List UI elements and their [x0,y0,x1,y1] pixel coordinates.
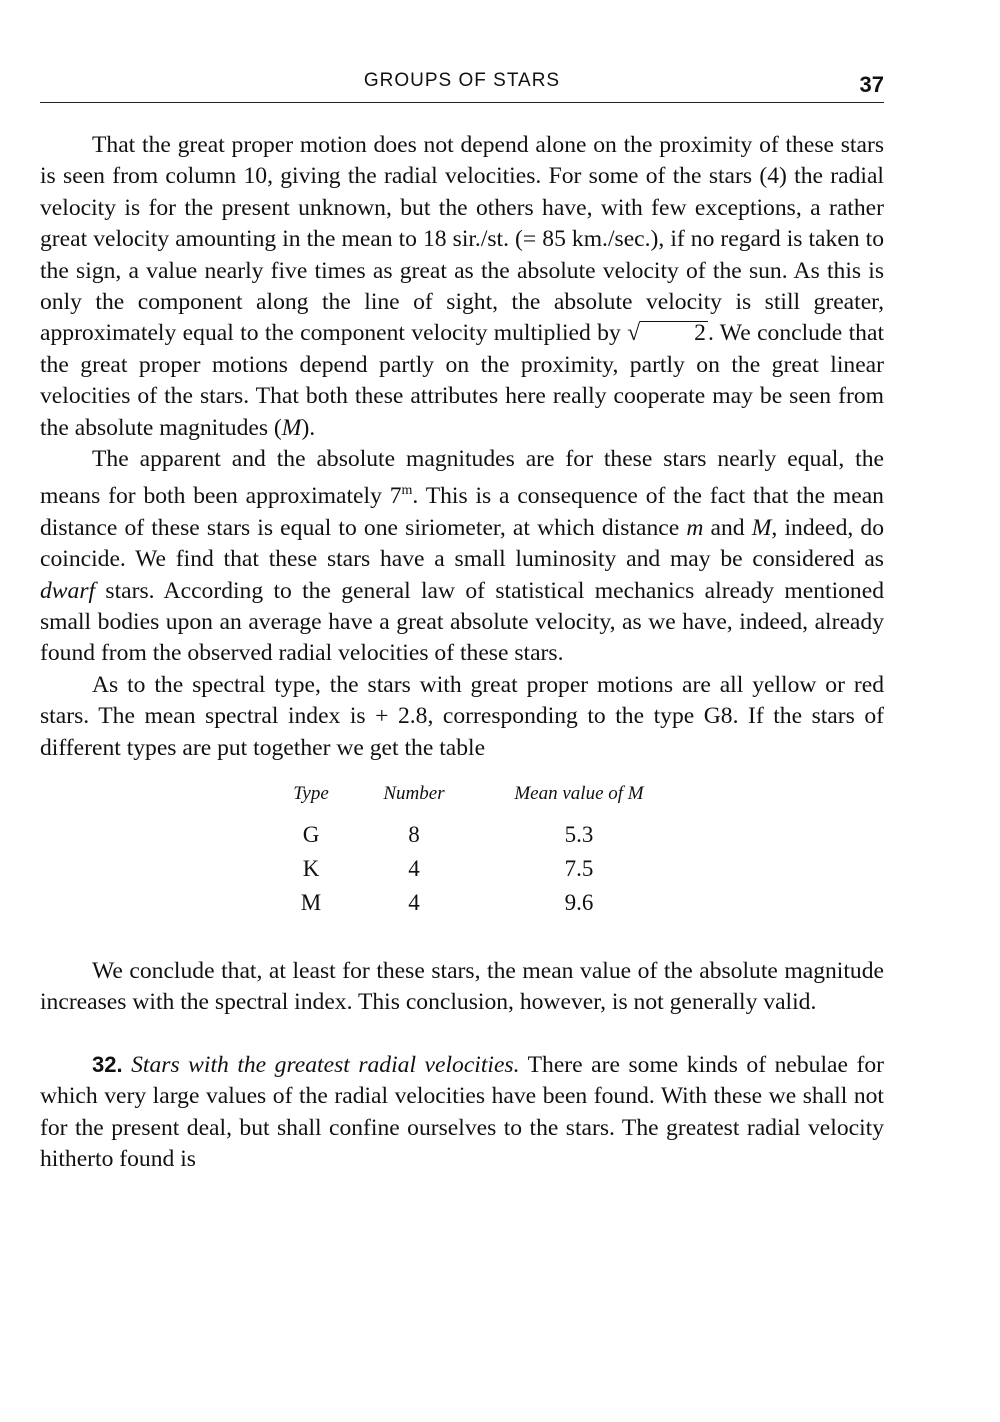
table-cell-number: 4 [408,889,420,915]
symbol-apparent-magnitude: m [686,514,704,541]
table-header-number: Number [383,782,445,804]
table-cell-type: K [302,855,320,881]
paragraph-1-text-a: That the great proper motion does not depend alone on the proximity of these stars is seen from column 10, giving the radial velocities. For some of the stars (4) the radial velocity is for the present unknown, but the others have, with few exceptions, a rather great velocity amounting in the mean to 18 sir./st. (= 85 km./sec.), if no regard is taken to the sign, a value nearly five times as great as the absolute velocity of the sun. As this is only the component along the line of sight, the absolute velocity is still greater, approximately equal to the component velocity multiplied by [40,132,884,347]
table-cell-type: G [302,821,320,847]
paragraph-1-text-b: . We conclude that the great proper motions depend partly on the proximity, partly on the great linear velocities of the stars. That both these attributes here really cooperate may be seen from the absolute magnitudes ( [40,320,885,441]
section-32 [40,1049,884,1176]
paragraph-2-text-c: and [703,514,752,541]
superscript-m: m [401,483,413,499]
symbol-absolute-magnitude: M [281,414,302,441]
sqrt-symbol: √ [627,320,641,347]
paragraph-1-text-c: ). [301,414,316,441]
body-text [40,130,884,1175]
table-row [283,851,669,885]
table-cell-number: 8 [408,821,420,847]
paragraph-2-text-d: , indeed, do coincide. We find that these stars have a small luminosity and may be considered as [40,514,885,573]
section-32-text: There are some kinds of nebulae for which very large values of the radial velocities have been found. With these we shall not for the present deal, but shall confine ourselves to the stars. The greatest radial velocity hitherto found is [40,1051,884,1173]
running-head [40,60,884,103]
section-gap [40,1019,884,1049]
paragraph-1 [40,130,884,444]
page [40,60,884,1175]
magnitude-table [283,778,669,919]
table-header-row [283,778,669,817]
table-row [283,885,669,919]
paragraph-2-text-b: . This is a consequence of the fact that the mean distance of these stars is equal to one siriometer, at which distance [40,483,884,541]
symbol-absolute-magnitude-2: M [751,514,772,541]
paragraph-2-text-a: The apparent and the absolute magnitudes are for these stars nearly equal, the means for both been approximately 7 [40,446,884,510]
section-title: Stars with the greatest radial velocities. [131,1051,520,1078]
term-dwarf: dwarf [40,577,96,604]
table-cell-number: 4 [408,855,420,881]
magnitude-table-wrap [40,778,884,915]
table-cell-mean: 7.5 [564,855,594,881]
table-header-mean: Mean value of M [514,782,644,804]
page-number: 37 [859,72,884,97]
paragraph-2-text-e: stars. According to the general law of statistical mechanics already mentioned small bodies upon an average have a great absolute velocity, as we have, indeed, already found from the observed radial velocities of these stars. [40,577,884,667]
paragraph-3: As to the spectral type, the stars with great proper motions are all yellow or red stars. The mean spectral index is + 2.8, corresponding to the type G8. If the stars of different types are put together we get the table [40,671,884,761]
running-title: GROUPS OF STARS [363,70,561,91]
paragraph-4: We conclude that, at least for these stars, the mean value of the absolute magnitude increases with the spectral index. This conclusion, however, is not generally valid. [40,957,884,1016]
table-cell-mean: 5.3 [564,821,594,847]
table-row [283,817,669,851]
table-cell-type: M [300,889,322,915]
table-cell-mean: 9.6 [564,889,594,915]
table-header-type: Type [293,782,329,804]
sqrt-radicand: 2 [640,321,708,344]
paragraph-2 [40,444,884,670]
section-number: 32. [92,1051,123,1077]
